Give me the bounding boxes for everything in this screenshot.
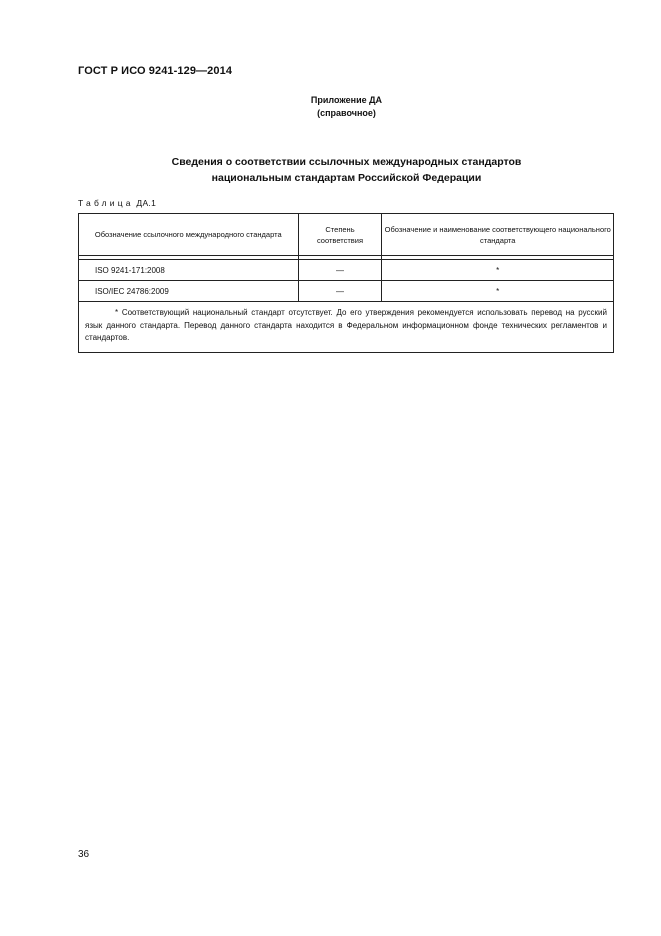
- table-footnote: [79, 302, 614, 353]
- correspondence-table: [78, 213, 614, 353]
- cell-national-standard: *: [382, 260, 614, 281]
- cell-degree: —: [298, 281, 382, 302]
- table-row: [79, 281, 614, 302]
- cell-degree: —: [298, 260, 382, 281]
- annex-title: Приложение ДА: [310, 95, 383, 105]
- table-header-row: [79, 214, 614, 256]
- cell-standard-code: ISO 9241-171:2008: [79, 260, 299, 281]
- header-international-standard: Обозначение ссылочного международного стандарта: [79, 214, 299, 256]
- table-note-row: [79, 302, 614, 353]
- annex-subtitle: (справочное): [317, 108, 376, 118]
- header-national-standard: Обозначение и наименование соответствующего национального стандарта: [382, 214, 614, 256]
- page-number: 36: [78, 849, 90, 860]
- section-title: [100, 154, 593, 186]
- table-caption-number: ДА.1: [136, 198, 157, 208]
- table-footnote-text: * Соответствующий национальный стандарт отсутствует. До его утверждения рекомендуется использовать перевод на русский язык данного стандарта. Перевод данного стандарта находится в Федеральном информационном фонде технических регламентов и стандартов.: [85, 308, 607, 342]
- section-title-line-1: Сведения о соответствии ссылочных международных стандартов: [171, 156, 522, 168]
- table-caption: [78, 198, 156, 208]
- section-title-line-2: национальным стандартам Российской Федерации: [211, 172, 482, 184]
- cell-standard-code: ISO/IEC 24786:2009: [79, 281, 299, 302]
- header-degree-of-correspondence: Степень соответствия: [298, 214, 382, 256]
- cell-national-standard: *: [382, 281, 614, 302]
- table-caption-word: Таблица: [78, 198, 134, 208]
- table-row: [79, 260, 614, 281]
- document-code: ГОСТ Р ИСО 9241-129—2014: [78, 65, 233, 77]
